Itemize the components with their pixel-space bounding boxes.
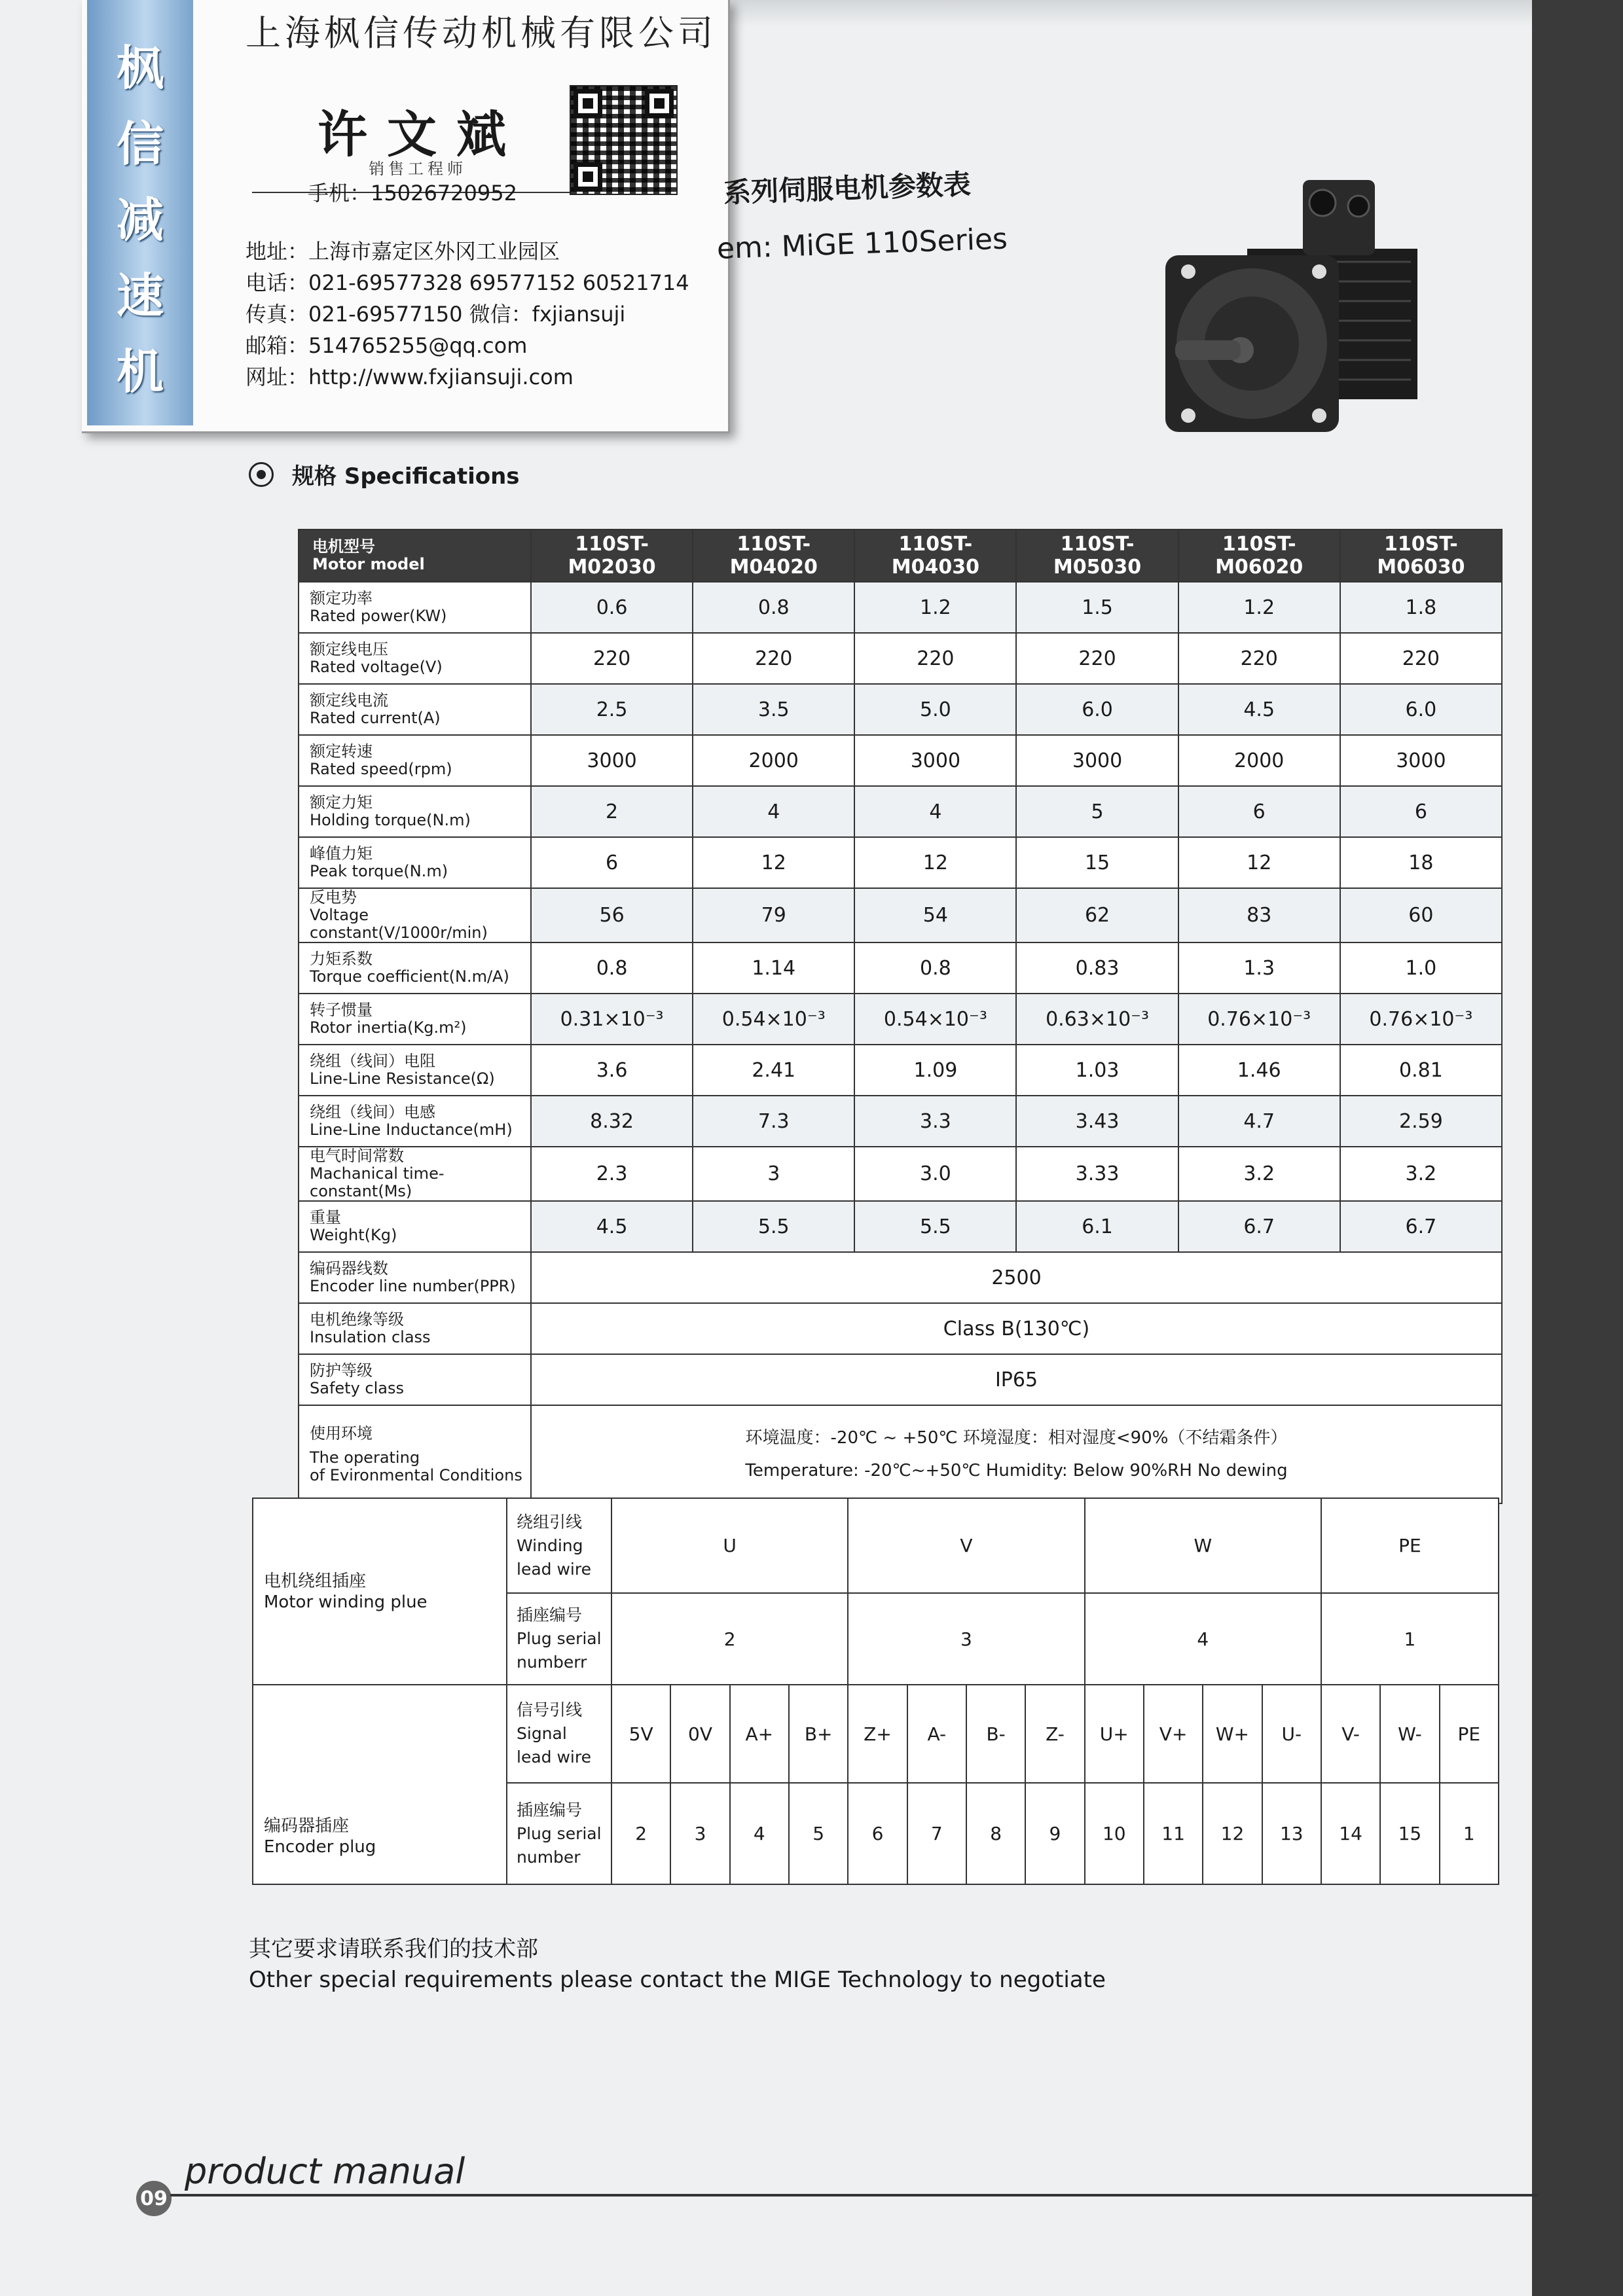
table-cell: 0.81 — [1340, 1045, 1502, 1096]
model-header: 110ST-M06020 — [1178, 529, 1340, 582]
label-cn: 额定力矩 — [310, 793, 373, 812]
signal-lead-cell: U- — [1262, 1685, 1321, 1783]
table-cell: 1.2 — [854, 582, 1016, 633]
table-cell: 12 — [854, 837, 1016, 888]
winding-lead-cell: W — [1085, 1498, 1321, 1593]
table-cell: 220 — [693, 633, 854, 684]
encoder-plug-cell: 3 — [670, 1783, 729, 1884]
signal-lead-cell: V- — [1321, 1685, 1380, 1783]
label-cn: 额定线电流 — [310, 691, 388, 709]
label-en: Weight(Kg) — [310, 1226, 397, 1244]
model-header: 110ST-M04030 — [854, 529, 1016, 582]
row-label — [299, 888, 531, 942]
label-en: lead wire — [517, 1559, 591, 1579]
table-cell: 2.41 — [693, 1045, 854, 1096]
label-en: lead wire — [517, 1748, 591, 1767]
card-fax: 传真：021-69577150 微信：fxjiansuji — [246, 302, 626, 327]
qr-eye — [574, 162, 602, 191]
connector-plug — [1309, 190, 1336, 216]
table-cell: 6 — [531, 837, 693, 888]
table-cell: 0.8 — [854, 942, 1016, 994]
label-cn: 插座编号 — [517, 1800, 583, 1820]
table-row — [299, 582, 1502, 633]
table-cell: 5.0 — [854, 684, 1016, 735]
label-cn: 插座编号 — [517, 1605, 583, 1624]
table-row — [299, 1303, 1502, 1354]
table-cell: 4.5 — [531, 1201, 693, 1252]
qr-eye — [574, 89, 602, 118]
table-cell: 6 — [1178, 786, 1340, 837]
label-cn: 额定转速 — [310, 742, 373, 761]
label-en: Voltage constant(V/1000r/min) — [310, 906, 488, 942]
footer-divider — [170, 2194, 1539, 2197]
qr-eye — [645, 89, 674, 118]
table-row — [299, 942, 1502, 994]
card-phone: 手机：15026720952 — [308, 181, 517, 206]
table-cell: 1.09 — [854, 1045, 1016, 1096]
table-row — [299, 786, 1502, 837]
label-cn: 使用环境 — [310, 1424, 373, 1443]
winding-plug-cell: 3 — [848, 1593, 1084, 1685]
table-cell: 6.0 — [1016, 684, 1178, 735]
environment-en: Temperature: -20℃~+50℃ Humidity: Below 90%RH No dewing — [745, 1461, 1288, 1480]
table-cell: 54 — [854, 888, 1016, 942]
encoder-plug-cell: 11 — [1144, 1783, 1203, 1884]
card-email: 邮箱：514765255@qq.com — [246, 333, 528, 358]
label-cn: 转子惯量 — [310, 1001, 373, 1019]
motor-connector — [1303, 180, 1375, 255]
table-cell: 3.0 — [854, 1147, 1016, 1201]
row-label — [299, 786, 531, 837]
table-cell: 0.31×10⁻³ — [531, 994, 693, 1045]
row-label — [299, 735, 531, 786]
model-header: 110ST-M05030 — [1016, 529, 1178, 582]
servo-motor-image — [1162, 177, 1424, 452]
table-cell: 1.03 — [1016, 1045, 1178, 1096]
note-cn: 其它要求请联系我们的技术部 — [249, 1936, 538, 1962]
table-cell: 3.5 — [693, 684, 854, 735]
label-en: Encoder plug — [264, 1837, 376, 1857]
table-cell: 0.54×10⁻³ — [854, 994, 1016, 1045]
card-tel: 电话：021-69577328 69577152 60521714 — [246, 270, 689, 295]
row-label — [299, 1045, 531, 1096]
page-top-shade — [730, 0, 1532, 26]
table-cell: 1.3 — [1178, 942, 1340, 994]
label-en: Machanical time-constant(Ms) — [310, 1164, 445, 1200]
label-cn: 编码器插座 — [264, 1816, 350, 1836]
table-cell: 0.63×10⁻³ — [1016, 994, 1178, 1045]
table-cell: 6.0 — [1340, 684, 1502, 735]
table-cell: 1.8 — [1340, 582, 1502, 633]
table-cell: 1.2 — [1178, 582, 1340, 633]
table-cell: 2.3 — [531, 1147, 693, 1201]
wiring-table — [252, 1498, 1499, 1885]
table-cell: 0.76×10⁻³ — [1178, 994, 1340, 1045]
encoder-plug-number-label — [507, 1783, 611, 1884]
flange-hole — [1181, 408, 1195, 423]
winding-lead-label — [507, 1498, 611, 1593]
encoder-plug-cell: 9 — [1025, 1783, 1084, 1884]
table-cell: 220 — [531, 633, 693, 684]
row-label — [299, 1303, 531, 1354]
insulation-class-value: Class B(130℃) — [531, 1303, 1502, 1354]
signal-lead-cell: Z- — [1025, 1685, 1084, 1783]
table-cell: 3.2 — [1178, 1147, 1340, 1201]
table-cell: 4.7 — [1178, 1096, 1340, 1147]
card-job-title: 销售工程师 — [369, 160, 467, 178]
table-cell: 79 — [693, 888, 854, 942]
table-cell: 6.7 — [1178, 1201, 1340, 1252]
label-en: Plug serial — [517, 1823, 602, 1843]
winding-plug-label — [507, 1593, 611, 1685]
encoder-plug-cell: 10 — [1085, 1783, 1144, 1884]
table-cell: 220 — [1178, 633, 1340, 684]
flange-hole — [1181, 264, 1195, 279]
label-en: numberr — [517, 1653, 587, 1672]
card-person-name: 许文斌 — [318, 105, 526, 164]
signal-lead-label — [507, 1685, 611, 1783]
label-cn: 绕组引线 — [517, 1512, 583, 1532]
spec-table-body — [299, 582, 1502, 1252]
table-cell: 0.6 — [531, 582, 693, 633]
table-cell: 1.14 — [693, 942, 854, 994]
row-label — [299, 1201, 531, 1252]
label-en: Plug serial — [517, 1629, 602, 1648]
brand-char: 信 — [116, 116, 164, 171]
label-cn: 额定线电压 — [310, 640, 388, 658]
encoder-plug-cell: 14 — [1321, 1783, 1380, 1884]
table-row — [299, 1354, 1502, 1405]
table-row — [299, 684, 1502, 735]
label-cn: 电气时间常数 — [310, 1147, 404, 1165]
page-edge — [1532, 0, 1623, 2296]
brand-char: 枫 — [116, 40, 164, 96]
table-cell: 7.3 — [693, 1096, 854, 1147]
signal-lead-cell: B- — [966, 1685, 1025, 1783]
table-cell: 1.5 — [1016, 582, 1178, 633]
table-cell: 3.2 — [1340, 1147, 1502, 1201]
series-title-cn: 系列伺服电机参数表 — [723, 168, 972, 209]
table-row — [299, 1045, 1502, 1096]
signal-lead-cell: U+ — [1085, 1685, 1144, 1783]
row-label — [299, 994, 531, 1045]
label-en: Rated speed(rpm) — [310, 760, 452, 778]
table-cell: 15 — [1016, 837, 1178, 888]
spec-table — [298, 529, 1503, 1504]
table-cell: 60 — [1340, 888, 1502, 942]
encoder-plug-cell: 15 — [1380, 1783, 1439, 1884]
signal-lead-cell: W- — [1380, 1685, 1439, 1783]
winding-plug-cell: 4 — [1085, 1593, 1321, 1685]
winding-plug-cell: 2 — [611, 1593, 848, 1685]
motor-model-label — [299, 529, 531, 582]
table-row — [299, 1201, 1502, 1252]
label-cn: 反电势 — [310, 888, 357, 906]
label-en: Motor model — [312, 555, 425, 573]
table-row — [299, 735, 1502, 786]
table-cell: 220 — [854, 633, 1016, 684]
table-cell: 6.7 — [1340, 1201, 1502, 1252]
motor-shaft — [1175, 340, 1241, 360]
row-label — [299, 1405, 531, 1503]
label-cn: 重量 — [310, 1208, 341, 1227]
label-en: Rated current(A) — [310, 709, 441, 727]
table-row — [299, 1147, 1502, 1201]
table-cell: 3000 — [1016, 735, 1178, 786]
environment-cn: 环境温度：-20℃ ~ +50℃ 环境湿度：相对湿度<90%（不结霜条件） — [745, 1428, 1288, 1448]
signal-lead-cell: A+ — [730, 1685, 789, 1783]
table-cell: 6.1 — [1016, 1201, 1178, 1252]
table-cell: 8.32 — [531, 1096, 693, 1147]
row-label — [299, 942, 531, 994]
encoder-plug-cell: 1 — [1440, 1783, 1499, 1884]
card-contact-info — [246, 236, 689, 393]
row-label — [299, 633, 531, 684]
table-row — [299, 994, 1502, 1045]
motor-winding-label — [253, 1498, 507, 1685]
label-en: Signal — [517, 1724, 567, 1743]
table-row — [299, 1252, 1502, 1303]
table-cell: 3.33 — [1016, 1147, 1178, 1201]
table-cell: 0.8 — [693, 582, 854, 633]
safety-class-value: IP65 — [531, 1354, 1502, 1405]
label-en: Encoder line number(PPR) — [310, 1277, 516, 1295]
specifications-title: 规格 Specifications — [292, 463, 520, 490]
table-cell: 0.76×10⁻³ — [1340, 994, 1502, 1045]
flange-hole — [1312, 408, 1326, 423]
signal-lead-cell: B+ — [789, 1685, 848, 1783]
table-cell: 3 — [693, 1147, 854, 1201]
label-en: Rated voltage(V) — [310, 658, 443, 676]
model-header: 110ST-M02030 — [531, 529, 693, 582]
label-en: Safety class — [310, 1379, 404, 1397]
label-cn: 信号引线 — [517, 1700, 583, 1719]
label-en: number — [517, 1847, 581, 1867]
encoder-plug-cell: 7 — [907, 1783, 966, 1884]
row-label — [299, 1252, 531, 1303]
label-en: Rated power(KW) — [310, 607, 447, 625]
note-en: Other special requirements please contact the MIGE Technology to negotiate — [249, 1967, 1106, 1993]
label-en: Winding — [517, 1535, 583, 1555]
table-cell: 2 — [531, 786, 693, 837]
table-cell: 3.6 — [531, 1045, 693, 1096]
row-label — [299, 1096, 531, 1147]
environment-value — [531, 1405, 1502, 1503]
label-cn: 力矩系数 — [310, 950, 373, 968]
table-cell: 18 — [1340, 837, 1502, 888]
table-row — [299, 1405, 1502, 1503]
winding-plug-cell: 1 — [1321, 1593, 1499, 1685]
signal-lead-cell: Z+ — [848, 1685, 907, 1783]
label-cn: 绕组（线间）电阻 — [310, 1052, 435, 1070]
table-row — [299, 1096, 1502, 1147]
manual-title: product manual — [185, 2151, 465, 2192]
table-cell: 5.5 — [693, 1201, 854, 1252]
encoder-plug-cell: 8 — [966, 1783, 1025, 1884]
table-cell: 12 — [1178, 837, 1340, 888]
bullet-icon — [249, 462, 274, 487]
label-cn: 防护等级 — [310, 1361, 373, 1380]
signal-lead-cell: V+ — [1144, 1685, 1203, 1783]
model-header: 110ST-M04020 — [693, 529, 854, 582]
qr-code-icon — [570, 85, 678, 195]
label-cn: 电机型号 — [312, 537, 375, 556]
brand-char: 速 — [116, 268, 164, 323]
table-cell: 5.5 — [854, 1201, 1016, 1252]
table-cell: 2.5 — [531, 684, 693, 735]
brand-char: 减 — [116, 192, 164, 247]
series-title-en: em: MiGE 110Series — [716, 222, 1008, 266]
table-cell: 4 — [854, 786, 1016, 837]
table-header-row — [299, 529, 1502, 582]
table-cell: 3.43 — [1016, 1096, 1178, 1147]
row-label — [299, 837, 531, 888]
table-cell: 0.54×10⁻³ — [693, 994, 854, 1045]
card-address: 地址：上海市嘉定区外冈工业园区 — [246, 239, 560, 264]
label-en: Insulation class — [310, 1328, 431, 1346]
table-cell: 220 — [1340, 633, 1502, 684]
label-en: Torque coefficient(N.m/A) — [310, 967, 509, 986]
specifications-heading — [249, 458, 520, 490]
row-label — [299, 1354, 531, 1405]
signal-lead-cell: PE — [1440, 1685, 1499, 1783]
winding-lead-cell: V — [848, 1498, 1084, 1593]
encoder-plug-cell: 6 — [848, 1783, 907, 1884]
label-en: The operating — [310, 1448, 420, 1467]
encoder-plug-cell: 2 — [611, 1783, 670, 1884]
table-cell: 56 — [531, 888, 693, 942]
table-row — [299, 633, 1502, 684]
winding-lead-cell: PE — [1321, 1498, 1499, 1593]
table-cell: 3.3 — [854, 1096, 1016, 1147]
label-en: Line-Line Resistance(Ω) — [310, 1069, 495, 1088]
label-cn: 编码器线数 — [310, 1259, 388, 1278]
signal-lead-cell: 5V — [611, 1685, 670, 1783]
signal-lead-cell: A- — [907, 1685, 966, 1783]
encoder-plug-cell: 5 — [789, 1783, 848, 1884]
table-cell: 3000 — [531, 735, 693, 786]
label-cn: 电机绕组插座 — [264, 1571, 367, 1591]
table-cell: 2000 — [1178, 735, 1340, 786]
card-brand-band — [87, 0, 193, 425]
table-cell: 3000 — [854, 735, 1016, 786]
card-company: 上海枫信传动机械有限公司 — [246, 12, 717, 54]
winding-lead-cell: U — [611, 1498, 848, 1593]
table-cell: 4 — [693, 786, 854, 837]
encoder-plug-cell: 4 — [730, 1783, 789, 1884]
table-cell: 1.46 — [1178, 1045, 1340, 1096]
table-cell: 220 — [1016, 633, 1178, 684]
row-label — [299, 684, 531, 735]
table-row — [253, 1498, 1499, 1593]
table-cell: 5 — [1016, 786, 1178, 837]
page-number: 09 — [136, 2181, 172, 2216]
card-website: 网址：http://www.fxjiansuji.com — [246, 365, 574, 389]
encoder-plug-cell: 12 — [1203, 1783, 1262, 1884]
table-cell: 12 — [693, 837, 854, 888]
encoder-line-value: 2500 — [531, 1252, 1502, 1303]
encoder-plug-cell: 13 — [1262, 1783, 1321, 1884]
signal-lead-cell: 0V — [670, 1685, 729, 1783]
connector-plug — [1348, 196, 1369, 217]
table-cell: 62 — [1016, 888, 1178, 942]
flange-hole — [1312, 264, 1326, 279]
table-cell: 3000 — [1340, 735, 1502, 786]
business-card — [82, 0, 730, 433]
label-en: Holding torque(N.m) — [310, 811, 471, 829]
label-cn: 绕组（线间）电感 — [310, 1103, 435, 1121]
label-cn: 电机绝缘等级 — [310, 1310, 404, 1329]
label-en: Peak torque(N.m) — [310, 862, 448, 880]
table-row — [253, 1685, 1499, 1783]
row-label — [299, 1147, 531, 1201]
label-en: Motor winding plue — [264, 1592, 428, 1612]
table-cell: 1.0 — [1340, 942, 1502, 994]
label-en: Line-Line Inductance(mH) — [310, 1121, 513, 1139]
label-en: of Evironmental Conditions — [310, 1465, 522, 1484]
table-cell: 2000 — [693, 735, 854, 786]
row-label — [299, 582, 531, 633]
table-cell: 0.83 — [1016, 942, 1178, 994]
encoder-plug-label — [253, 1685, 507, 1884]
table-cell: 4.5 — [1178, 684, 1340, 735]
label-cn: 峰值力矩 — [310, 844, 373, 863]
table-cell: 2.59 — [1340, 1096, 1502, 1147]
label-en: Rotor inertia(Kg.m²) — [310, 1018, 467, 1037]
table-row — [299, 837, 1502, 888]
table-cell: 0.8 — [531, 942, 693, 994]
signal-lead-cell: W+ — [1203, 1685, 1262, 1783]
table-cell: 6 — [1340, 786, 1502, 837]
brand-char: 机 — [116, 344, 164, 399]
table-cell: 83 — [1178, 888, 1340, 942]
model-header: 110ST-M06030 — [1340, 529, 1502, 582]
table-row — [299, 888, 1502, 942]
label-cn: 额定功率 — [310, 589, 373, 607]
